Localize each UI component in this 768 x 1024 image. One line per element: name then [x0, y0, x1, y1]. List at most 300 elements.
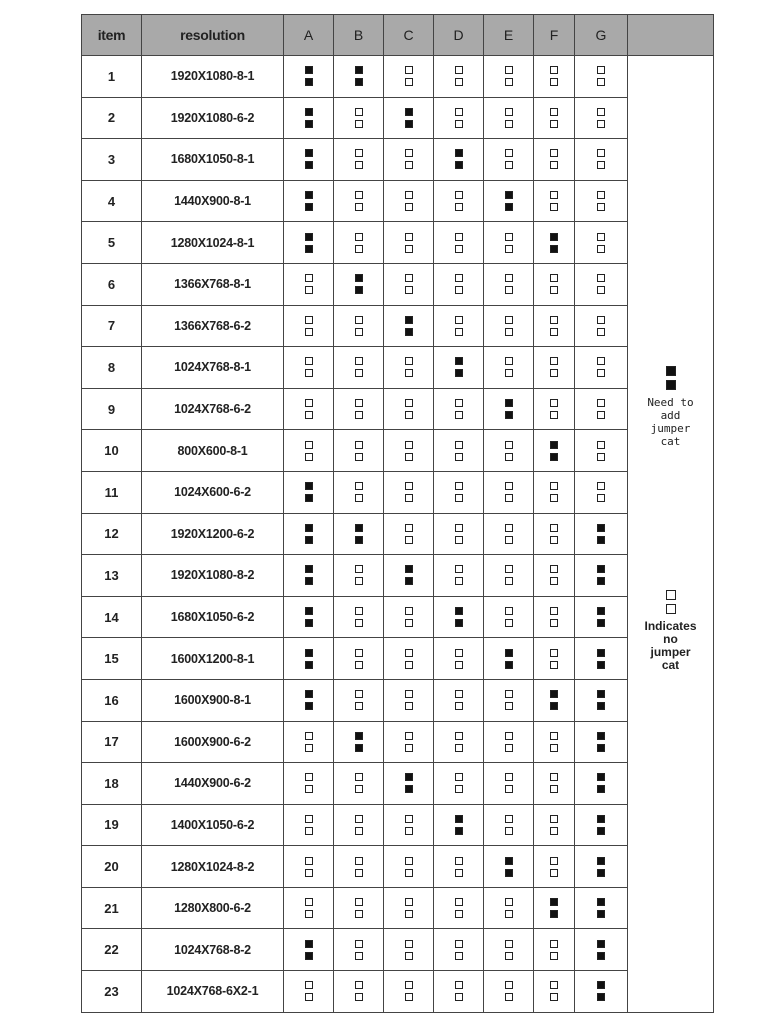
jumper-cell-d: [434, 929, 484, 971]
table-row: [82, 971, 714, 1013]
jumper-on-icon: [597, 981, 605, 1001]
jumper-off-icon: [550, 524, 558, 544]
row-resolution: 1366X768-6-2: [142, 305, 284, 347]
empty-square-icon: [455, 524, 463, 532]
empty-square-icon: [405, 441, 413, 449]
filled-square-icon: [597, 661, 605, 669]
jumper-on-icon: [597, 815, 605, 835]
jumper-off-icon: [355, 773, 363, 793]
jumper-cell-g: [575, 513, 628, 555]
empty-square-icon: [355, 910, 363, 918]
jumper-cell-e: [484, 679, 534, 721]
jumper-on-icon: [355, 524, 363, 544]
jumper-cell-e: [484, 430, 534, 472]
empty-square-icon: [305, 316, 313, 324]
jumper-off-icon: [355, 357, 363, 377]
jumper-cell-e: [484, 555, 534, 597]
jumper-off-icon: [355, 108, 363, 128]
empty-square-icon: [505, 149, 513, 157]
filled-square-icon: [550, 441, 558, 449]
jumper-off-icon: [355, 815, 363, 835]
filled-square-icon: [305, 203, 313, 211]
jumper-off-icon: [455, 857, 463, 877]
row-item-number: 19: [82, 804, 142, 846]
jumper-off-icon: [597, 399, 605, 419]
jumper-off-icon: [355, 149, 363, 169]
empty-square-icon: [305, 993, 313, 1001]
filled-square-icon: [505, 661, 513, 669]
row-resolution: 1600X1200-8-1: [142, 638, 284, 680]
jumper-cell-d: [434, 596, 484, 638]
empty-square-icon: [550, 482, 558, 490]
jumper-on-icon: [505, 857, 513, 877]
empty-square-icon: [355, 245, 363, 253]
empty-square-icon: [455, 910, 463, 918]
empty-square-icon: [550, 316, 558, 324]
empty-square-icon: [355, 898, 363, 906]
empty-square-icon: [550, 565, 558, 573]
empty-square-icon: [405, 161, 413, 169]
empty-square-icon: [305, 328, 313, 336]
jumper-off-icon: [505, 108, 513, 128]
empty-square-icon: [550, 785, 558, 793]
jumper-off-icon: [355, 857, 363, 877]
table-row: [82, 721, 714, 763]
filled-square-icon: [505, 399, 513, 407]
jumper-off-icon: [355, 233, 363, 253]
jumper-cell-e: [484, 846, 534, 888]
jumper-off-icon: [305, 857, 313, 877]
empty-square-icon: [550, 411, 558, 419]
empty-square-icon: [305, 827, 313, 835]
jumper-cell-d: [434, 846, 484, 888]
jumper-off-icon: [550, 66, 558, 86]
empty-square-icon: [355, 316, 363, 324]
empty-square-icon: [455, 785, 463, 793]
empty-square-icon: [405, 203, 413, 211]
filled-square-icon: [405, 565, 413, 573]
row-resolution: 1920X1080-8-1: [142, 56, 284, 98]
filled-square-icon: [355, 78, 363, 86]
jumper-cell-d: [434, 763, 484, 805]
empty-square-icon: [355, 441, 363, 449]
empty-square-icon: [550, 869, 558, 877]
empty-square-icon: [455, 993, 463, 1001]
jumper-cell-g: [575, 846, 628, 888]
empty-square-icon: [550, 981, 558, 989]
empty-square-icon: [505, 773, 513, 781]
jumper-settings-table: [81, 14, 714, 1013]
empty-square-icon: [550, 993, 558, 1001]
jumper-cell-g: [575, 971, 628, 1013]
filled-square-icon: [505, 649, 513, 657]
jumper-cell-d: [434, 471, 484, 513]
row-item-number: 13: [82, 555, 142, 597]
empty-square-icon: [355, 149, 363, 157]
empty-square-icon: [405, 952, 413, 960]
empty-square-icon: [597, 399, 605, 407]
table-row: [82, 679, 714, 721]
jumper-off-icon: [505, 690, 513, 710]
jumper-cell-g: [575, 887, 628, 929]
jumper-on-icon: [455, 357, 463, 377]
filled-square-icon: [305, 524, 313, 532]
jumper-cell-f: [534, 929, 575, 971]
empty-square-icon: [550, 827, 558, 835]
jumper-cell-e: [484, 596, 534, 638]
table-body: [82, 56, 714, 1013]
jumper-off-icon: [405, 274, 413, 294]
jumper-off-icon: [550, 191, 558, 211]
jumper-cell-c: [384, 388, 434, 430]
filled-square-icon: [305, 619, 313, 627]
legend-jumper-off: [628, 590, 713, 672]
empty-square-icon: [405, 981, 413, 989]
jumper-cell-a: [284, 430, 334, 472]
empty-square-icon: [550, 952, 558, 960]
jumper-cell-e: [484, 305, 534, 347]
empty-square-icon: [505, 316, 513, 324]
row-resolution: 1680X1050-8-1: [142, 139, 284, 181]
jumper-off-icon: [405, 981, 413, 1001]
jumper-cell-d: [434, 222, 484, 264]
jumper-cell-d: [434, 679, 484, 721]
jumper-on-icon: [550, 690, 558, 710]
jumper-cell-b: [334, 763, 384, 805]
empty-square-icon: [455, 411, 463, 419]
jumper-cell-a: [284, 804, 334, 846]
jumper-off-icon: [455, 441, 463, 461]
empty-square-icon: [305, 785, 313, 793]
jumper-cell-d: [434, 56, 484, 98]
jumper-off-icon: [355, 690, 363, 710]
table-row: [82, 846, 714, 888]
legend-text-line: jumper: [650, 645, 691, 659]
filled-square-icon: [305, 940, 313, 948]
jumper-cell-c: [384, 97, 434, 139]
empty-square-icon: [597, 149, 605, 157]
empty-square-icon: [505, 494, 513, 502]
jumper-cell-a: [284, 679, 334, 721]
jumper-cell-a: [284, 971, 334, 1013]
table-row: [82, 56, 714, 98]
empty-square-icon: [355, 993, 363, 1001]
filled-square-icon: [597, 524, 605, 532]
legend-text-line: jumper: [650, 422, 691, 435]
jumper-cell-a: [284, 56, 334, 98]
empty-square-icon: [355, 120, 363, 128]
jumper-off-icon: [405, 441, 413, 461]
empty-square-icon: [355, 411, 363, 419]
empty-square-icon: [405, 993, 413, 1001]
jumper-on-icon: [597, 940, 605, 960]
jumper-on-icon: [455, 607, 463, 627]
jumper-cell-f: [534, 804, 575, 846]
jumper-on-icon: [305, 149, 313, 169]
jumper-off-icon: [355, 981, 363, 1001]
jumper-on-icon: [355, 732, 363, 752]
empty-square-icon: [550, 399, 558, 407]
empty-square-icon: [455, 108, 463, 116]
jumper-off-icon: [405, 898, 413, 918]
row-resolution: 1680X1050-6-2: [142, 596, 284, 638]
row-item-number: 21: [82, 887, 142, 929]
jumper-cell-b: [334, 679, 384, 721]
jumper-cell-g: [575, 263, 628, 305]
jumper-off-icon: [355, 940, 363, 960]
empty-square-icon: [505, 120, 513, 128]
table-row: [82, 97, 714, 139]
jumper-cell-c: [384, 763, 434, 805]
filled-square-icon: [597, 732, 605, 740]
empty-square-icon: [505, 690, 513, 698]
filled-square-icon: [597, 744, 605, 752]
empty-square-icon: [505, 161, 513, 169]
empty-square-icon: [666, 590, 676, 600]
jumper-cell-f: [534, 56, 575, 98]
empty-square-icon: [405, 78, 413, 86]
table-row: [82, 222, 714, 264]
empty-square-icon: [505, 441, 513, 449]
empty-square-icon: [550, 120, 558, 128]
empty-square-icon: [355, 869, 363, 877]
filled-square-icon: [505, 869, 513, 877]
jumper-on-icon: [597, 607, 605, 627]
jumper-off-icon: [505, 524, 513, 544]
jumper-off-icon: [455, 524, 463, 544]
table-row: [82, 887, 714, 929]
empty-square-icon: [597, 316, 605, 324]
jumper-off-icon: [505, 607, 513, 627]
empty-square-icon: [455, 453, 463, 461]
empty-square-icon: [405, 245, 413, 253]
jumper-cell-e: [484, 763, 534, 805]
empty-square-icon: [597, 120, 605, 128]
empty-square-icon: [355, 702, 363, 710]
jumper-off-icon: [455, 898, 463, 918]
jumper-off-icon: [505, 233, 513, 253]
row-item-number: 14: [82, 596, 142, 638]
jumper-cell-b: [334, 555, 384, 597]
jumper-cell-e: [484, 222, 534, 264]
jumper-off-icon: [505, 149, 513, 169]
filled-square-icon: [455, 149, 463, 157]
jumper-on-icon: [597, 857, 605, 877]
empty-square-icon: [355, 482, 363, 490]
jumper-cell-b: [334, 638, 384, 680]
empty-square-icon: [405, 399, 413, 407]
empty-square-icon: [505, 369, 513, 377]
jumper-cell-c: [384, 679, 434, 721]
jumper-on-icon: [455, 815, 463, 835]
jumper-cell-a: [284, 887, 334, 929]
jumper-off-icon: [455, 773, 463, 793]
jumper-off-icon: [405, 149, 413, 169]
jumper-cell-d: [434, 139, 484, 181]
filled-square-icon: [597, 981, 605, 989]
jumper-cell-f: [534, 139, 575, 181]
empty-square-icon: [455, 565, 463, 573]
empty-square-icon: [405, 910, 413, 918]
empty-square-icon: [550, 773, 558, 781]
jumper-off-icon: [355, 191, 363, 211]
jumper-cell-g: [575, 763, 628, 805]
jumper-on-icon: [505, 399, 513, 419]
empty-square-icon: [305, 286, 313, 294]
jumper-off-icon: [550, 607, 558, 627]
jumper-off-icon: [505, 773, 513, 793]
filled-square-icon: [505, 411, 513, 419]
empty-square-icon: [355, 565, 363, 573]
filled-square-icon: [597, 690, 605, 698]
jumper-on-icon: [305, 191, 313, 211]
empty-square-icon: [405, 453, 413, 461]
jumper-off-icon: [597, 482, 605, 502]
jumper-cell-e: [484, 388, 534, 430]
jumper-cell-d: [434, 305, 484, 347]
jumper-off-icon: [550, 149, 558, 169]
jumper-off-icon: [355, 441, 363, 461]
jumper-off-icon: [597, 316, 605, 336]
filled-square-icon: [405, 120, 413, 128]
header-col-e: E: [484, 15, 534, 56]
header-col-a: A: [284, 15, 334, 56]
jumper-cell-d: [434, 638, 484, 680]
empty-square-icon: [505, 981, 513, 989]
jumper-on-icon: [597, 649, 605, 669]
jumper-cell-b: [334, 388, 384, 430]
header-row: [82, 15, 714, 56]
jumper-off-icon: [455, 482, 463, 502]
jumper-cell-c: [384, 471, 434, 513]
jumper-cell-c: [384, 139, 434, 181]
empty-square-icon: [505, 952, 513, 960]
row-item-number: 20: [82, 846, 142, 888]
jumper-off-icon: [505, 565, 513, 585]
jumper-on-icon: [305, 940, 313, 960]
filled-square-icon: [455, 827, 463, 835]
jumper-cell-b: [334, 513, 384, 555]
jumper-cell-f: [534, 971, 575, 1013]
empty-square-icon: [505, 453, 513, 461]
jumper-cell-a: [284, 222, 334, 264]
empty-square-icon: [305, 441, 313, 449]
row-resolution: 1024X768-8-2: [142, 929, 284, 971]
row-item-number: 5: [82, 222, 142, 264]
jumper-off-icon: [355, 649, 363, 669]
empty-square-icon: [455, 702, 463, 710]
header-col-g: G: [575, 15, 628, 56]
empty-square-icon: [305, 357, 313, 365]
empty-square-icon: [550, 649, 558, 657]
empty-square-icon: [305, 981, 313, 989]
empty-square-icon: [405, 815, 413, 823]
jumper-cell-f: [534, 596, 575, 638]
empty-square-icon: [597, 357, 605, 365]
jumper-off-icon: [405, 399, 413, 419]
filled-square-icon: [597, 815, 605, 823]
jumper-cell-b: [334, 305, 384, 347]
empty-square-icon: [550, 286, 558, 294]
jumper-cell-b: [334, 347, 384, 389]
empty-square-icon: [355, 453, 363, 461]
filled-square-icon: [305, 482, 313, 490]
jumper-cell-b: [334, 471, 384, 513]
empty-square-icon: [505, 619, 513, 627]
jumper-off-icon: [305, 815, 313, 835]
empty-square-icon: [597, 191, 605, 199]
empty-square-icon: [355, 191, 363, 199]
jumper-cell-e: [484, 139, 534, 181]
empty-square-icon: [405, 940, 413, 948]
jumper-off-icon: [550, 649, 558, 669]
filled-square-icon: [597, 536, 605, 544]
filled-square-icon: [550, 245, 558, 253]
row-resolution: 1920X1080-6-2: [142, 97, 284, 139]
filled-square-icon: [355, 286, 363, 294]
empty-square-icon: [505, 732, 513, 740]
table-row: [82, 263, 714, 305]
jumper-cell-g: [575, 471, 628, 513]
empty-square-icon: [505, 524, 513, 532]
jumper-cell-c: [384, 222, 434, 264]
jumper-off-icon: [597, 274, 605, 294]
jumper-cell-a: [284, 180, 334, 222]
jumper-cell-e: [484, 804, 534, 846]
empty-square-icon: [505, 108, 513, 116]
legend-text-line: cat: [660, 435, 681, 448]
jumper-on-icon: [666, 366, 676, 390]
jumper-cell-a: [284, 929, 334, 971]
jumper-cell-g: [575, 347, 628, 389]
jumper-cell-f: [534, 638, 575, 680]
filled-square-icon: [305, 661, 313, 669]
empty-square-icon: [455, 286, 463, 294]
jumper-cell-g: [575, 97, 628, 139]
row-item-number: 9: [82, 388, 142, 430]
empty-square-icon: [550, 857, 558, 865]
filled-square-icon: [597, 827, 605, 835]
jumper-cell-a: [284, 305, 334, 347]
filled-square-icon: [455, 607, 463, 615]
jumper-cell-g: [575, 56, 628, 98]
filled-square-icon: [597, 565, 605, 573]
jumper-off-icon: [550, 108, 558, 128]
empty-square-icon: [550, 815, 558, 823]
jumper-off-icon: [405, 732, 413, 752]
jumper-cell-d: [434, 887, 484, 929]
jumper-cell-c: [384, 596, 434, 638]
empty-square-icon: [597, 274, 605, 282]
empty-square-icon: [355, 619, 363, 627]
empty-square-icon: [405, 482, 413, 490]
empty-square-icon: [550, 191, 558, 199]
row-item-number: 7: [82, 305, 142, 347]
jumper-cell-b: [334, 846, 384, 888]
empty-square-icon: [305, 910, 313, 918]
jumper-cell-e: [484, 887, 534, 929]
row-item-number: 23: [82, 971, 142, 1013]
empty-square-icon: [305, 411, 313, 419]
table-row: [82, 763, 714, 805]
empty-square-icon: [405, 286, 413, 294]
jumper-cell-e: [484, 97, 534, 139]
empty-square-icon: [405, 857, 413, 865]
empty-square-icon: [550, 744, 558, 752]
jumper-cell-f: [534, 555, 575, 597]
filled-square-icon: [505, 857, 513, 865]
jumper-cell-f: [534, 679, 575, 721]
